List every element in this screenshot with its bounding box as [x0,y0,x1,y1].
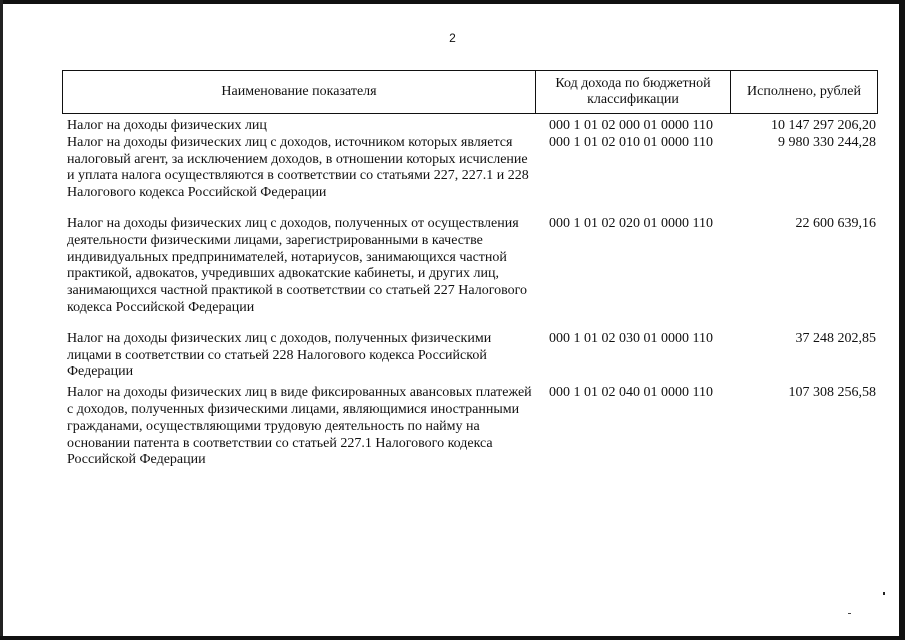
header-sum: Исполнено, рублей [747,84,861,99]
row-sum: 10 147 297 206,20 [771,118,876,133]
row-code: 000 1 01 02 020 01 0000 110 [549,215,713,231]
scan-border-top [0,0,905,4]
table-row [67,331,878,381]
row-code: 000 1 01 02 040 01 0000 110 [549,385,713,401]
row-sum: 37 248 202,85 [795,330,876,346]
table-row [67,135,878,202]
page-number: 2 [449,31,456,45]
table-row [67,216,878,317]
table-row [67,118,878,135]
scan-speck [883,592,885,595]
scan-border-right [899,0,905,640]
row-code: 000 1 01 02 030 01 0000 110 [549,330,713,346]
row-name: Налог на доходы физических лиц в виде фиксированных авансовых платежей с доходов, полученных физическими лицами, являющимися иностранными гражданами, осуществляющими трудовую деятельность по найму на основании патента в соответствии со статьей 227.1 Налогового кодекса Российской Федерации [67,385,532,468]
table-row [67,385,878,469]
table-header [62,70,878,114]
table-body [67,118,878,469]
scan-border-bottom [0,636,905,640]
row-sum: 107 308 256,58 [788,385,876,401]
row-name: Налог на доходы физических лиц с доходов, полученных физическими лицами в соответствии со статьей 228 Налогового кодекса Российской Федерации [67,330,492,380]
row-name: Налог на доходы физических лиц с доходов, полученных от осуществления деятельности физическими лицами, зарегистрированными в качестве индивидуальных предпринимателей, нотариусов, занимающихся частной практикой, адвокатов, учредивших адвокатские кабинеты, и других лиц, занимающихся частной практикой в соответствии со статьей 227 Налогового кодекса Российской Федерации [67,215,528,315]
header-name: Наименование показателя [63,71,536,113]
row-sum: 22 600 639,16 [795,215,876,231]
row-code: 000 1 01 02 000 01 0000 110 [549,118,713,133]
header-code: Код дохода по бюджетной классификации [536,71,731,113]
scan-speck [848,613,851,614]
row-sum: 9 980 330 244,28 [778,134,876,150]
row-code: 000 1 01 02 010 01 0000 110 [549,134,713,150]
row-name: Налог на доходы физических лиц с доходов, источником которых является налоговый агент, за исключением доходов, в отношении которых исчисление и уплата налога осуществляются в соответствии со статьями 227, 227.1 и 228 Налогового кодекса Российской Федерации [67,134,529,201]
scan-border-left [0,0,3,640]
row-name: Налог на доходы физических лиц [67,118,267,133]
